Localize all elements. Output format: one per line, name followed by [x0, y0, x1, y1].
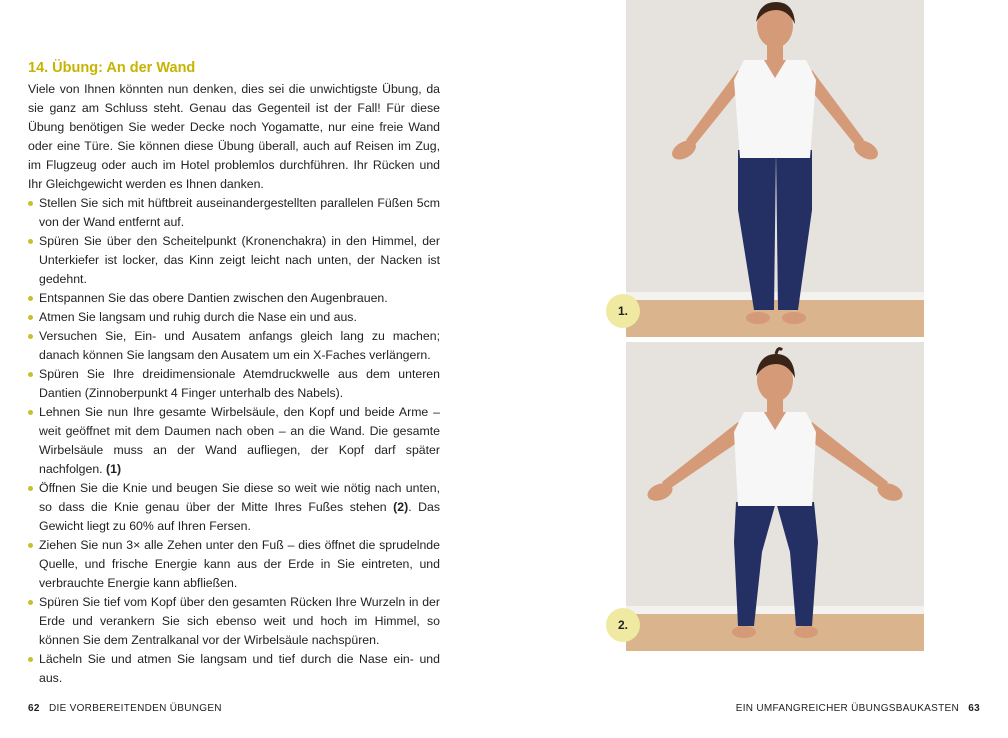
- figure-ref: (1): [106, 462, 122, 476]
- woman-standing-image: [626, 0, 924, 337]
- bullet-dot-icon: [28, 600, 33, 605]
- list-item: Atmen Sie langsam und ruhig durch die Nase ein und aus.: [28, 308, 440, 327]
- bullet-dot-icon: [28, 201, 33, 206]
- list-item: Lehnen Sie nun Ihre gesamte Wirbelsäule, den Kopf und beide Arme – weit geöffnet mit dem Daumen nach oben – an die Wand. Die gesamte Wirbelsäule muss an der Wand aufliegen, der Kopf darf später nachfolgen. (1): [28, 403, 440, 479]
- list-item: Öffnen Sie die Knie und beugen Sie diese so weit wie nötig nach unten, so dass die Knie genau über der Mitte Ihres Fußes stehen (2). Das Gewicht liegt zu 60% auf Ihren Fersen.: [28, 479, 440, 536]
- right-page: [504, 0, 1008, 738]
- photo-label-1: 1.: [606, 294, 640, 328]
- list-item: Lächeln Sie und atmen Sie langsam und tief durch die Nase ein- und aus.: [28, 650, 440, 688]
- page-number: 63: [968, 703, 980, 714]
- bullet-dot-icon: [28, 543, 33, 548]
- bullet-dot-icon: [28, 410, 33, 415]
- photo-knees-bent: [626, 342, 924, 651]
- list-item: Spüren Sie tief vom Kopf über den gesamten Rücken Ihre Wurzeln in der Erde und verankern Sie sich ebenso weit und hoch im Himmel, so können Sie dem Zentralkanal vor der Wirbelsäule nachspüren.: [28, 593, 440, 650]
- footer-section: EIN UMFANGREICHER ÜBUNGSBAUKASTEN: [735, 703, 960, 714]
- bullet-dot-icon: [28, 315, 33, 320]
- bullet-dot-icon: [28, 239, 33, 244]
- footer-section: DIE VORBEREITENDEN ÜBUNGEN: [48, 703, 222, 714]
- figure-ref: (2): [393, 500, 409, 514]
- list-item: Entspannen Sie das obere Dantien zwischen den Augenbrauen.: [28, 289, 440, 308]
- bullet-dot-icon: [28, 657, 33, 662]
- list-item: Versuchen Sie, Ein- und Ausatem anfangs gleich lang zu machen; danach können Sie langsam den Ausatem um ein X-Faches verlängern.: [28, 327, 440, 365]
- bullet-dot-icon: [28, 334, 33, 339]
- list-item: Stellen Sie sich mit hüftbreit auseinandergestellten parallelen Füßen 5cm von der Wand entfernt auf.: [28, 194, 440, 232]
- list-item: Ziehen Sie nun 3× alle Zehen unter den Fuß – dies öffnet die sprudelnde Quelle, und frische Energie kann aus der Erde in Sie eintreten, und verbrauchte Energie kann abfließen.: [28, 536, 440, 593]
- bullet-dot-icon: [28, 296, 33, 301]
- exercise-heading: 14. Übung: An der Wand: [28, 60, 196, 76]
- bullet-dot-icon: [28, 486, 33, 491]
- right-footer: [736, 703, 980, 714]
- woman-knees-bent-image: [626, 342, 924, 651]
- instruction-list: [28, 194, 440, 688]
- page-number: 62: [28, 703, 40, 714]
- left-footer: [28, 703, 222, 714]
- list-item: Spüren Sie Ihre dreidimensionale Atemdruckwelle aus dem unteren Dantien (Zinnoberpunkt 4 Finger unterhalb des Nabels).: [28, 365, 440, 403]
- list-item: Spüren Sie über den Scheitelpunkt (Kronenchakra) in den Himmel, der Unterkiefer ist locker, das Kinn zeigt leicht nach unten, der Nacken ist gedehnt.: [28, 232, 440, 289]
- intro-paragraph: Viele von Ihnen könnten nun denken, dies sei die unwichtigste Übung, da sie ganz am Schluss steht. Genau das Gegenteil ist der Fall! Für diese Übung benötigen Sie weder Decke noch Yogamatte, nur eine freie Wand oder eine Türe. Sie können diese Übung überall, auch auf Reisen im Zug, im Flugzeug oder auch im Hotel problemlos durchführen. Ihr Rücken und Ihr Gleichgewicht werden es Ihnen danken.: [28, 82, 440, 191]
- bullet-dot-icon: [28, 372, 33, 377]
- photo-standing: [626, 0, 924, 337]
- photo-label-2: 2.: [606, 608, 640, 642]
